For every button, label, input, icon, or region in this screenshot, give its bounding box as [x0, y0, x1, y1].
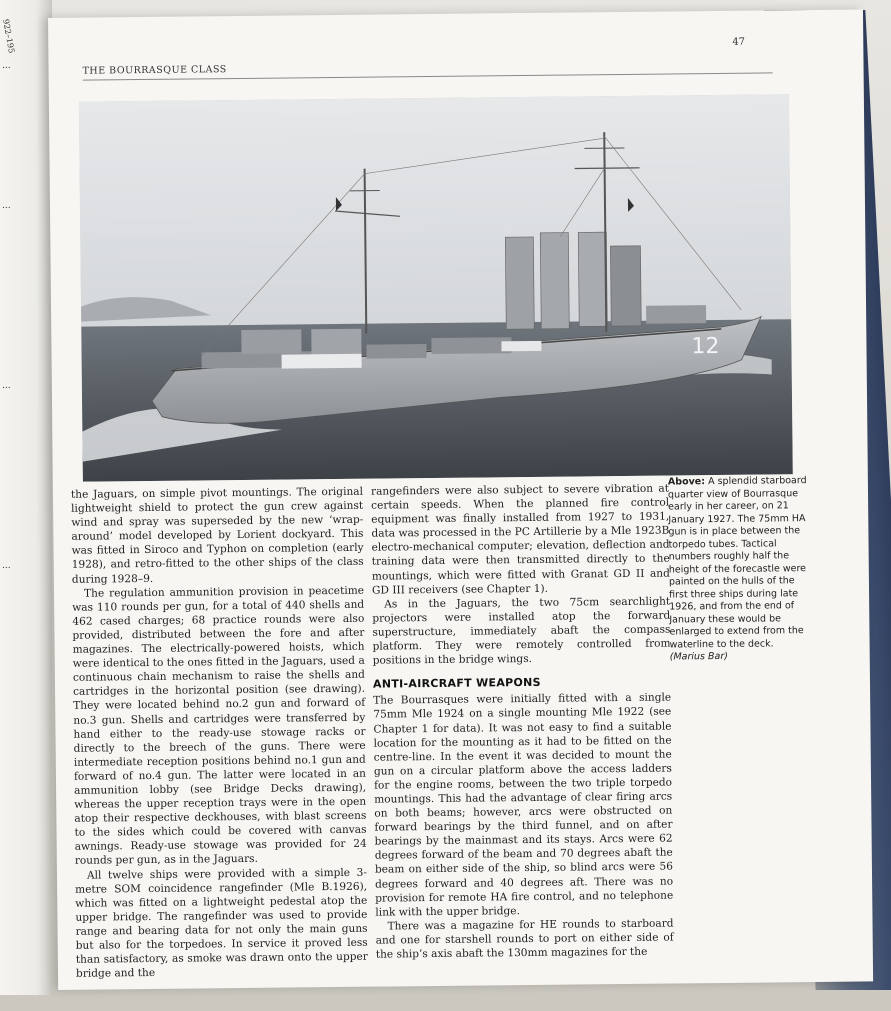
- paragraph: The Bourrasques were initially fitted with a single 75mm Mle 1924 on a single mounting Mle 1922 (see Chapter 1 for data). It was not easy to find a suitable location for the mounting as it had to be fitted on the centre-line. In the event it was decided to mount the gun on a circular platform above the access ladders for the engine rooms, between the two triple torpedo mountings. This had the advantage of clear firing arcs on both beams; however, arcs were obstructed on forward bearings by the third funnel, and on after bearings by the mainmast and its stays. Arcs were 62 degrees forward of the beam and 70 degrees abaft the beam on either side of the ship, so blind arcs were 56 degrees forward and 40 degrees aft. There was no provision for remote HA fire control, and no telephone link with the upper bridge.: [373, 691, 674, 919]
- left-page: [0, 0, 52, 995]
- running-head: THE BOURRASQUE CLASS: [82, 64, 227, 77]
- text-column-2: [371, 482, 674, 962]
- left-page-fragment: 922–195: [1, 18, 17, 54]
- ship-photo-drawing: [79, 94, 793, 481]
- caption-text: A splendid starboard quarter view of Bourrasque early in her career, on 21 January 1927. The 75mm HA gun is in place between the torpedo tubes. Tactical numbers roughly half the height of the forecastle were painted on the hulls of the first three ships during late 1926, and from the end of January these would be enlarged to extend from the waterline to the deck.: [667, 475, 807, 651]
- left-page-fragment: ...: [2, 381, 11, 391]
- paragraph: The regulation ammunition provision in peacetime was 110 rounds per gun, for a total of 440 shells and 462 cased charges; 68 practice rounds were also provided, distributed between the fore and after magazines. The electrically-powered hoists, which were identical to the ones fitted in the Jaguars, used a continuous chain mechanism to raise the shells and cartridges in the horizontal position (see drawing). They were located behind no.2 gun and forward of no.3 gun. Shells and cartridges were transferred by hand either to the ready-use stowage racks or directly to the breech of the guns. There were intermediate reception positions behind no.1 gun and forward of no.4 gun. The latter were located in an ammunition lobby (see Bridge Decks drawing), whereas the upper reception trays were in the open atop their respective deckhouses, with blast screens to the sides which could be covered with canvas awnings. Ready-use stowage was provided for 24 rounds per gun, as in the Jaguars.: [72, 584, 367, 868]
- left-page-fragment: ...: [2, 201, 11, 211]
- paragraph: There was a magazine for HE rounds to starboard and one for starshell rounds to port on either side of the ship’s axis abaft the 130mm magazines for the: [375, 917, 674, 961]
- hull-number-text: 12: [691, 333, 720, 360]
- photo-caption: [668, 475, 810, 664]
- paragraph: the Jaguars, on simple pivot mountings. The original lightweight shield to protect the gun crew against wind and spray was superseded by the new ‘wrap-around’ model developed by Lorient dockyard. This was fitted in Siroco and Typhon on completion (early 1928), and retro-fitted to the other ships of the class during 1928–9.: [70, 485, 364, 586]
- page-number: 47: [732, 36, 746, 48]
- section-heading: ANTI-AIRCRAFT WEAPONS: [372, 676, 541, 691]
- ship-photograph: [79, 94, 793, 481]
- left-page-fragment: ...: [2, 61, 11, 71]
- caption-label: Above:: [667, 476, 706, 488]
- paragraph: As in the Jaguars, the two 75cm searchlight projectors were installed atop the forward superstructure, immediately abaft the compass platform. They were remotely controlled from positions in the bridge wings.: [372, 595, 671, 667]
- left-page-fragment: ...: [2, 561, 11, 571]
- book-page: [48, 9, 873, 989]
- caption-credit: (Marius Bar): [669, 650, 728, 663]
- paragraph: rangefinders were also subject to severe vibration at certain speeds. When the planned fire control equipment was finally installed from 1927 to 1931, data was processed in the PC Artillerie by a Mle 1923B electro-mechanical computer; elevation, deflection and training data were then transmitted directly to the mountings, which were fitted with Granat GD II and GD III receivers (see Chapter 1).: [370, 482, 670, 597]
- paragraph: All twelve ships were provided with a simple 3-metre SOM coincidence rangefinder (Mle B.1926), which was fitted on a lightweight pedestal atop the upper bridge. The rangefinder was used to provide range and bearing data for not only the main guns but also for the torpedoes. In service it proved less than satisfactory, as smoke was drawn onto the upper bridge and the: [75, 866, 368, 980]
- text-column-1: [71, 485, 368, 981]
